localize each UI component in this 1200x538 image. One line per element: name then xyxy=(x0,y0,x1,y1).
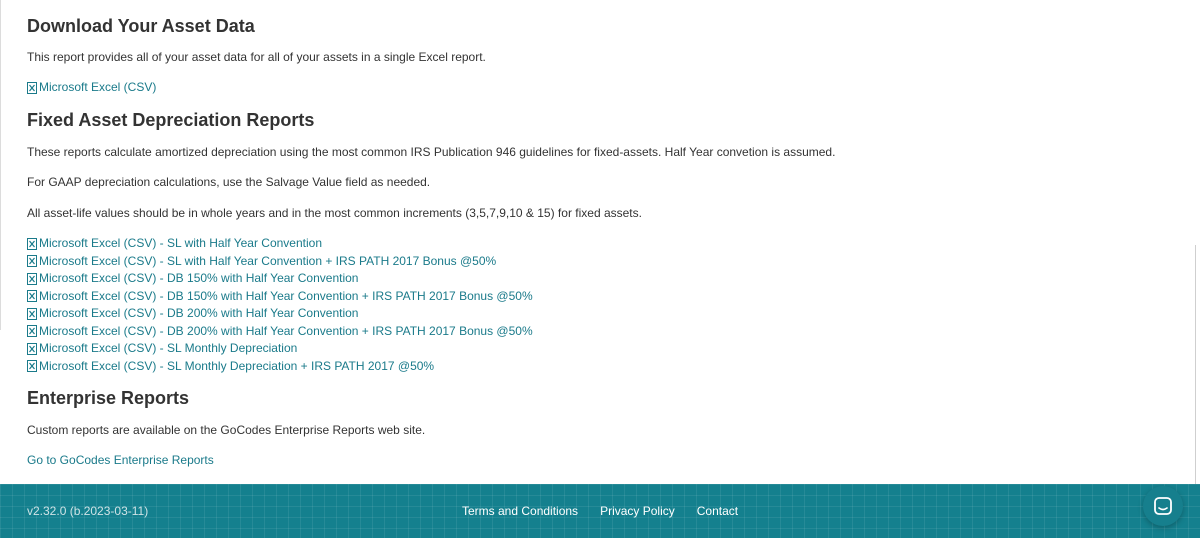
excel-file-icon xyxy=(27,325,37,337)
footer-links xyxy=(462,504,738,518)
depreciation-report-link[interactable] xyxy=(27,305,533,323)
depreciation-report-link[interactable] xyxy=(27,340,533,358)
depreciation-section-title: Fixed Asset Depreciation Reports xyxy=(27,110,315,130)
chat-button[interactable] xyxy=(1143,486,1183,526)
download-csv-link[interactable] xyxy=(27,79,156,97)
enterprise-section-description: Custom reports are available on the GoCodes Enterprise Reports web site. xyxy=(27,423,426,437)
chat-icon xyxy=(1153,496,1173,516)
download-section-title: Download Your Asset Data xyxy=(27,16,255,36)
depreciation-report-link[interactable] xyxy=(27,235,533,253)
excel-file-icon xyxy=(27,255,37,267)
excel-file-icon xyxy=(27,343,37,355)
depreciation-report-label: Microsoft Excel (CSV) - SL Monthly Depreciation xyxy=(39,341,298,355)
scrollbar-track[interactable] xyxy=(1195,245,1196,485)
download-section-description: This report provides all of your asset data for all of your assets in a single Excel report. xyxy=(27,50,486,64)
excel-file-icon xyxy=(27,360,37,372)
depreciation-report-label: Microsoft Excel (CSV) - SL Monthly Depreciation + IRS PATH 2017 @50% xyxy=(39,358,435,373)
depreciation-report-label: Microsoft Excel (CSV) - DB 150% with Half Year Convention xyxy=(39,271,359,285)
privacy-link[interactable]: Privacy Policy xyxy=(600,504,675,518)
excel-file-icon xyxy=(27,82,37,94)
depreciation-report-label: Microsoft Excel (CSV) - SL with Half Year Convention xyxy=(39,236,323,250)
excel-file-icon xyxy=(27,290,37,302)
enterprise-section-title: Enterprise Reports xyxy=(27,388,190,408)
depreciation-report-link[interactable] xyxy=(27,253,533,271)
depreciation-report-link[interactable] xyxy=(27,323,533,341)
depreciation-report-label: Microsoft Excel (CSV) - DB 200% with Half Year Convention xyxy=(39,306,359,320)
contact-link[interactable]: Contact xyxy=(696,504,739,518)
depreciation-report-label: Microsoft Excel (CSV) - DB 200% with Half Year Convention + IRS PATH 2017 Bonus @50% xyxy=(39,323,533,338)
enterprise-reports-link[interactable]: Go to GoCodes Enterprise Reports xyxy=(27,453,214,467)
depreciation-paragraph: All asset-life values should be in whole years and in the most common increments (3,5,7,9,10 & 15) for fixed assets. xyxy=(27,206,642,220)
depreciation-report-link[interactable] xyxy=(27,358,533,376)
footer xyxy=(0,484,1200,538)
download-csv-label: Microsoft Excel (CSV) xyxy=(39,80,157,94)
depreciation-report-link[interactable] xyxy=(27,288,533,306)
depreciation-paragraph: These reports calculate amortized depreciation using the most common IRS Publication 946 guidelines for fixed-assets. Half Year convetion is assumed. xyxy=(27,145,836,159)
depreciation-report-link[interactable] xyxy=(27,270,533,288)
excel-file-icon xyxy=(27,273,37,285)
depreciation-report-links xyxy=(27,235,533,375)
depreciation-report-label: Microsoft Excel (CSV) - SL with Half Year Convention + IRS PATH 2017 Bonus @50% xyxy=(39,253,497,268)
depreciation-report-label: Microsoft Excel (CSV) - DB 150% with Half Year Convention + IRS PATH 2017 Bonus @50% xyxy=(39,288,533,303)
terms-link[interactable]: Terms and Conditions xyxy=(462,504,579,518)
version-label: v2.32.0 (b.2023-03-11) xyxy=(27,504,149,518)
left-divider xyxy=(0,0,1,330)
excel-file-icon xyxy=(27,238,37,250)
excel-file-icon xyxy=(27,308,37,320)
depreciation-paragraph: For GAAP depreciation calculations, use the Salvage Value field as needed. xyxy=(27,175,431,189)
